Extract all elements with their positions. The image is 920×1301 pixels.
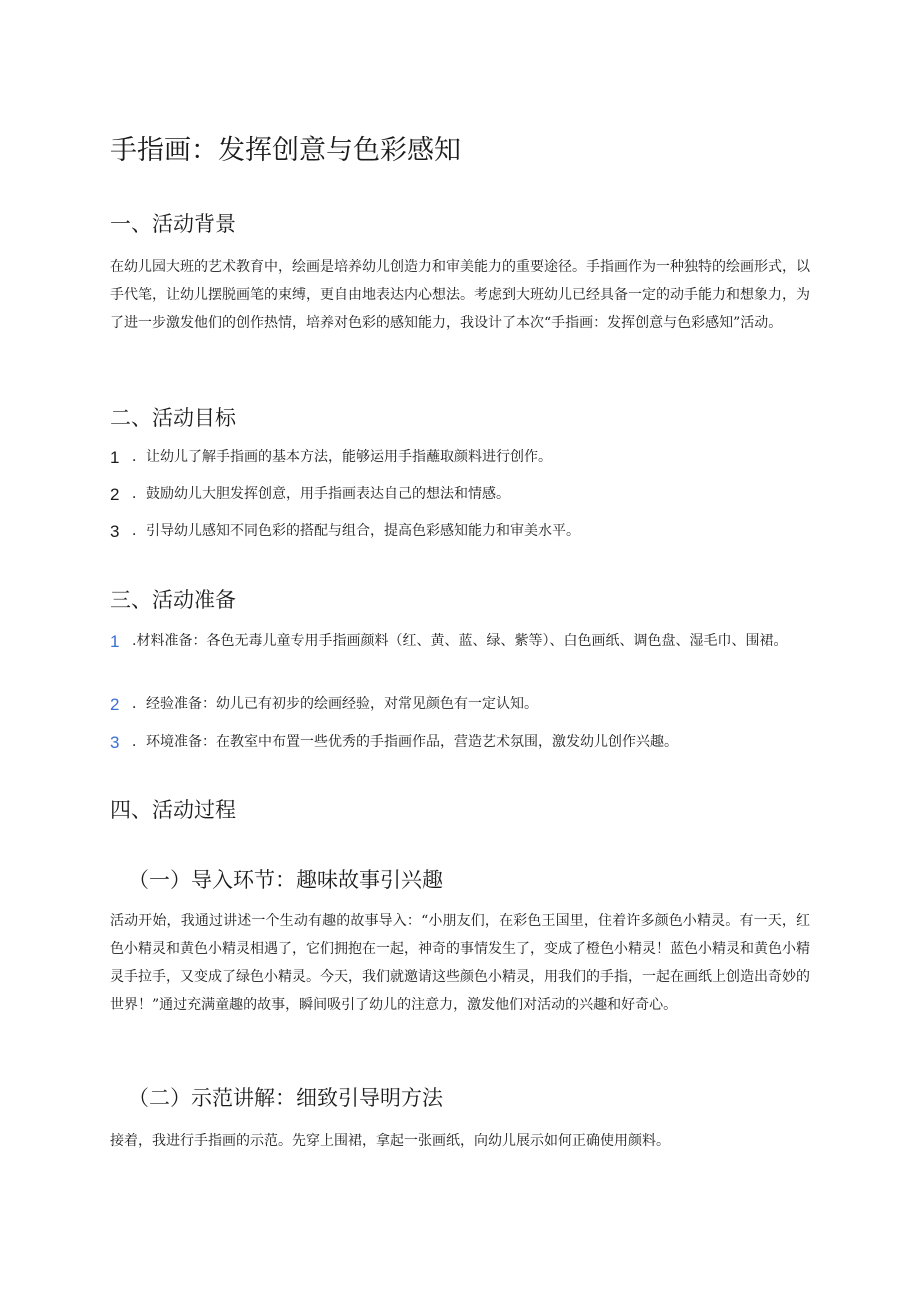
prep-number: 3 <box>110 733 120 752</box>
section-heading-preparation: 三、活动准备 <box>110 588 236 612</box>
goal-text: ．鼓励幼儿大胆发挥创意，用手指画表达自己的想法和情感。 <box>132 486 510 502</box>
goal-number: 1 <box>110 448 120 467</box>
goal-item <box>110 518 810 545</box>
page-title: 手指画：发挥创意与色彩感知 <box>110 135 461 166</box>
goal-item <box>110 481 810 508</box>
section-heading-goals: 二、活动目标 <box>110 406 236 430</box>
goal-text: ．引导幼儿感知不同色彩的搭配与组合，提高色彩感知能力和审美水平。 <box>132 523 580 539</box>
section-heading-background: 一、活动背景 <box>110 212 236 236</box>
prep-item <box>110 628 810 655</box>
prep-number: 2 <box>110 695 120 714</box>
prep-item <box>110 729 810 756</box>
section-heading-process: 四、活动过程 <box>110 798 236 822</box>
goal-text: ．让幼儿了解手指画的基本方法，能够运用手指蘸取颜料进行创作。 <box>132 449 552 465</box>
prep-text: ．环境准备：在教室中布置一些优秀的手指画作品，营造艺术氛围，激发幼儿创作兴趣。 <box>132 734 678 750</box>
background-paragraph: 在幼儿园大班的艺术教育中，绘画是培养幼儿创造力和审美能力的重要途径。手指画作为一种独特的绘画形式，以手代笔，让幼儿摆脱画笔的束缚，更自由地表达内心想法。考虑到大班幼儿已经具备一定的动手能力和想象力，为了进一步激发他们的创作热情，培养对色彩的感知能力，我设计了本次“手指画：发挥创意与色彩感知”活动。 <box>110 259 810 331</box>
subsection-heading-demo: （二）示范讲解：细致引导明方法 <box>128 1086 443 1110</box>
goal-number: 2 <box>110 485 120 504</box>
goal-item <box>110 444 810 471</box>
intro-paragraph: 活动开始，我通过讲述一个生动有趣的故事导入：“小朋友们，在彩色王国里，住着许多颜色小精灵。有一天，红色小精灵和黄色小精灵相遇了，它们拥抱在一起，神奇的事情发生了，变成了橙色小精灵！蓝色小精灵和黄色小精灵手拉手，又变成了绿色小精灵。今天，我们就邀请这些颜色小精灵，用我们的手指，一起在画纸上创造出奇妙的世界！”通过充满童趣的故事，瞬间吸引了幼儿的注意力，激发他们对活动的兴趣和好奇心。 <box>110 913 810 1013</box>
prep-item <box>110 691 810 718</box>
goal-number: 3 <box>110 522 120 541</box>
prep-text: ．经验准备：幼儿已有初步的绘画经验，对常见颜色有一定认知。 <box>132 696 538 712</box>
prep-number: 1 <box>110 632 120 651</box>
demo-paragraph: 接着，我进行手指画的示范。先穿上围裙，拿起一张画纸，向幼儿展示如何正确使用颜料。 <box>110 1133 670 1149</box>
prep-text: .材料准备：各色无毒儿童专用手指画颜料（红、黄、蓝、绿、紫等）、白色画纸、调色盘、湿毛巾、围裙。 <box>132 633 788 649</box>
subsection-heading-intro: （一）导入环节：趣味故事引兴趣 <box>128 868 443 892</box>
